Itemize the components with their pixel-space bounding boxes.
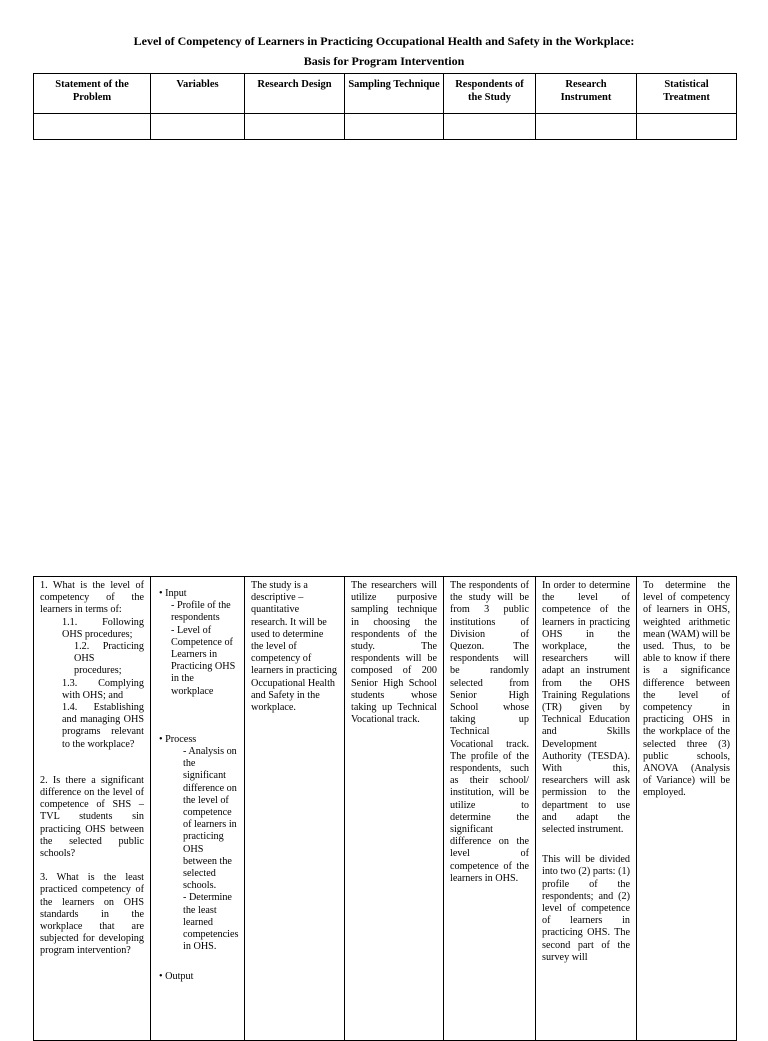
document-title: Level of Competency of Learners in Practicing Occupational Health and Safety in the Workplace:: [133, 34, 635, 48]
problem-question-3: 3. What is the least practiced competency of the learners on OHS standards in the workplace that are subjected for developing program intervention?: [40, 872, 144, 957]
variables-input-item: - Level of Competence of Learners in Practicing OHS in the workplace: [171, 624, 236, 697]
variables-process-item: - Analysis on the significant difference on the level of competence of learners in practicing OHS between the selected schools.: [183, 746, 237, 892]
problem-item-1-4: 1.4. Establishing and managing OHS programs relevant to the workplace?: [62, 702, 144, 750]
research-design-text: The study is a descriptive – quantitative research. It will be used to determine the level of competency of learners in practicing Occupational Health and Safety in the workplace.: [251, 580, 337, 714]
variables-input-item: - Profile of the respondents: [171, 600, 231, 624]
variables-input-label: • Input: [157, 588, 238, 600]
cell-respondents: [444, 577, 536, 1041]
cell-research-instrument: [536, 577, 637, 1041]
variables-process-label: • Process: [157, 734, 238, 746]
document-subtitle: Basis for Program Intervention: [303, 54, 465, 68]
problem-item-1-2: 1.2. Practicing OHS procedures;: [74, 641, 144, 677]
statistical-treatment-text: To determine the level of competency of learners in OHS, weighted arithmetic mean (WAM) will be used. Thus, to be able to know if there is a significance difference between the level of competency in practicing OHS in the workplace of the selected three (3) public schools, ANOVA (Analysis of Variance) will be employed.: [643, 580, 730, 799]
variables-output-label: • Output: [157, 971, 238, 983]
respondents-text: The respondents of the study will be from 3 public institutions of Division of Quezon. The respondents will be randomly selected from Senior High School whose taking up Technical Vocational track. The profile of the respondents, such as their school/ institution, will be utilize to determine the significant difference on the level of competence of the learners in OHS.: [450, 580, 529, 884]
empty-cell: [536, 114, 637, 140]
empty-cell: [345, 114, 444, 140]
empty-cell: [151, 114, 245, 140]
header-respondents: Respondents of the Study: [444, 74, 536, 114]
problem-question-2: 2. Is there a significant difference on the level of competence of SHS – TVL students sin practicing OHS between the selected public schools?: [40, 774, 144, 860]
cell-research-design: [245, 577, 345, 1041]
empty-row: [34, 114, 737, 140]
content-table: [33, 576, 737, 1041]
cell-variables: [151, 577, 245, 1041]
header-row: [34, 74, 737, 114]
header-sampling-technique: Sampling Technique: [345, 74, 444, 114]
instrument-paragraph-1: In order to determine the level of competence of the learners in practicing OHS in the workplace, the researchers will adapt an instrument from the OHS Training Regulations (TR) given by Technical Education and Skills Development Authority (TESDA). With this, researchers will ask permission to the department to use and adapt the selected instrument.: [542, 580, 630, 836]
sampling-technique-text: The researchers will utilize purposive sampling technique in choosing the respondents of the study. The respondents will be composed of 200 Senior High School students whose taking up Technical Vocational track.: [351, 580, 437, 726]
header-statement-of-problem: Statement of the Problem: [34, 74, 151, 114]
header-research-instrument: Research Instrument: [536, 74, 637, 114]
problem-item-1-3: 1.3. Complying with OHS; and: [62, 677, 144, 701]
cell-statement-of-problem: [34, 577, 151, 1041]
empty-cell: [34, 114, 151, 140]
content-row: [34, 577, 737, 1041]
header-statistical-treatment: Statistical Treatment: [637, 74, 737, 114]
empty-cell: [245, 114, 345, 140]
header-variables: Variables: [151, 74, 245, 114]
variables-process-item: - Determine the least learned competencies in OHS.: [183, 892, 239, 953]
header-research-design: Research Design: [245, 74, 345, 114]
cell-statistical-treatment: [637, 577, 737, 1041]
instrument-paragraph-2: This will be divided into two (2) parts: (1) profile of the respondents; and (2) level of competence of learners in practicing OHS. The second part of the survey will: [542, 854, 630, 963]
problem-item-1-1: 1.1. Following OHS procedures;: [62, 616, 144, 640]
header-table: [33, 73, 737, 140]
empty-cell: [444, 114, 536, 140]
problem-question-1: 1. What is the level of competency of the learners in terms of:: [40, 580, 144, 616]
empty-cell: [637, 114, 737, 140]
cell-sampling-technique: [345, 577, 444, 1041]
